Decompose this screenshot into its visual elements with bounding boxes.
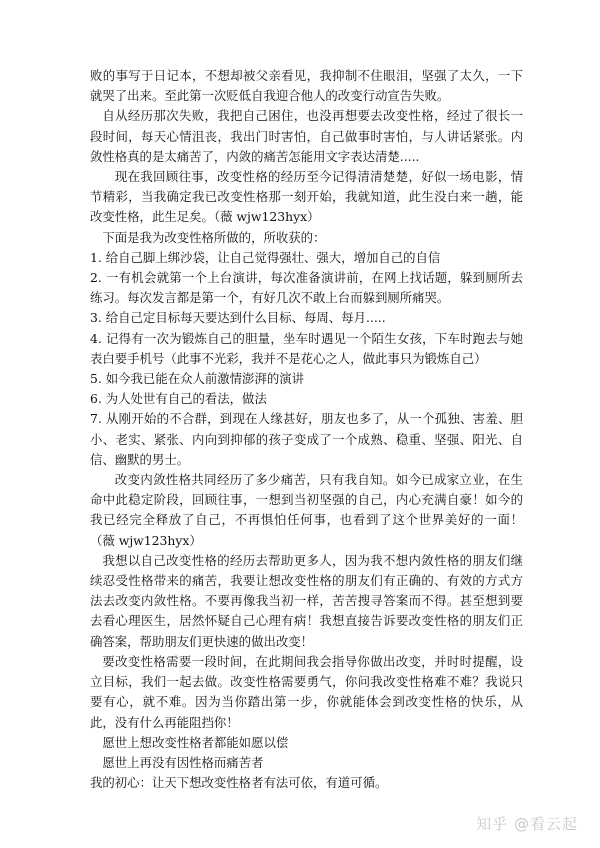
watermark: 知乎 @看云起 [476, 815, 578, 833]
list-item: 7. 从刚开始的不合群，到现在人缘甚好，朋友也多了，从一个孤独、害羞、胆小、老实、紧张、内向到抑郁的孩子变成了一个成熟、稳重、坚强、阳光、自信、幽默的男士。 [90, 411, 523, 467]
list-item: 4. 记得有一次为锻炼自己的胆量，坐车时遇见一个陌生女孩，下车时跑去与她表白要手机号（此事不光彩，我并不是花心之人，做此事只为锻炼自己） [90, 330, 523, 366]
list-item: 6. 为人处世有自己的看法，做法 [90, 391, 267, 407]
list-item: 2. 一有机会就第一个上台演讲，每次准备演讲前，在网上找话题，躲到厕所去练习。每次发言都是第一个，有好几次不敢上台而躲到厕所痛哭。 [90, 270, 523, 306]
paragraph-looking-back: 现在我回顾往事，改变性格的经历至今记得清清楚楚，好似一场电影，情节精彩，当我确定我已改变性格那一刻开始，我就知道，此生没白来一趟，能改变性格，此生足矣。（薇 wjw123hyx） [90, 169, 523, 225]
paragraph-failure-end: 败的事写于日记本，不想却被父亲看见，我抑制不住眼泪，坚强了太久，一下就哭了出来。至此第一次贬低自我迎合他人的改变行动宣告失败。 [90, 68, 523, 104]
paragraph-help-others: 我想以自己改变性格的经历去帮助更多人，因为我不想内敛性格的朋友们继续忍受性格带来的痛苦，我要让想改变性格的朋友们有正确的、有效的方式方法去改变内敛性格。不要再像我当初一样，苦苦搜寻答案而不得。甚至想到要去看心理医生，居然怀疑自己心理有病！我想直接告诉要改变性格的朋友们正确答案，帮助朋友们更快速的做出改变！ [90, 552, 523, 649]
paragraph-after-failure: 自从经历那次失败，我把自己困住，也没再想要去改变性格，经过了很长一段时间，每天心情沮丧，我出门时害怕，自己做事时害怕，与人讲话紧张。内敛性格真的是太痛苦了，内敛的痛苦怎能用文字表达清楚..... [90, 108, 523, 164]
list-item: 5. 如今我已能在众人前激情澎湃的演讲 [90, 371, 305, 387]
list-item: 3. 给自己定目标每天要达到什么目标、每周、每月..... [90, 310, 386, 326]
list-item: 1. 给自己脚上绑沙袋，让自己觉得强壮、强大，增加自己的自信 [90, 249, 441, 265]
wish-line: 愿世上再没有因性格而痛苦者 [102, 754, 264, 770]
wish-line: 愿世上想改变性格者都能如愿以偿 [102, 734, 289, 750]
paragraph-need-time: 要改变性格需要一段时间，在此期间我会指导你做出改变，并时时提醒，设立目标，我们一起去做。改变性格需要勇气，你问我改变性格难不难？我说只要有心，就不难。因为当你踏出第一步，你就能体会到改变性格的快乐，从此，没有什么再能阻挡你！ [90, 653, 523, 730]
original-intention: 我的初心：让天下想改变性格者有法可依，有道可循。 [90, 775, 388, 791]
paragraph-pain-summary: 改变内敛性格共同经历了多少痛苦，只有我自知。如今已成家立业，在生命中此稳定阶段，回顾往事，一想到当初坚强的自己，内心充满自豪！如今的我已经完全释放了自己，不再惧怕任何事，也看到了这个世界美好的一面！（薇 wjw123hyx） [90, 472, 523, 548]
list-intro: 下面是我为改变性格所做的，所收获的： [102, 229, 326, 245]
document-body [90, 66, 523, 793]
